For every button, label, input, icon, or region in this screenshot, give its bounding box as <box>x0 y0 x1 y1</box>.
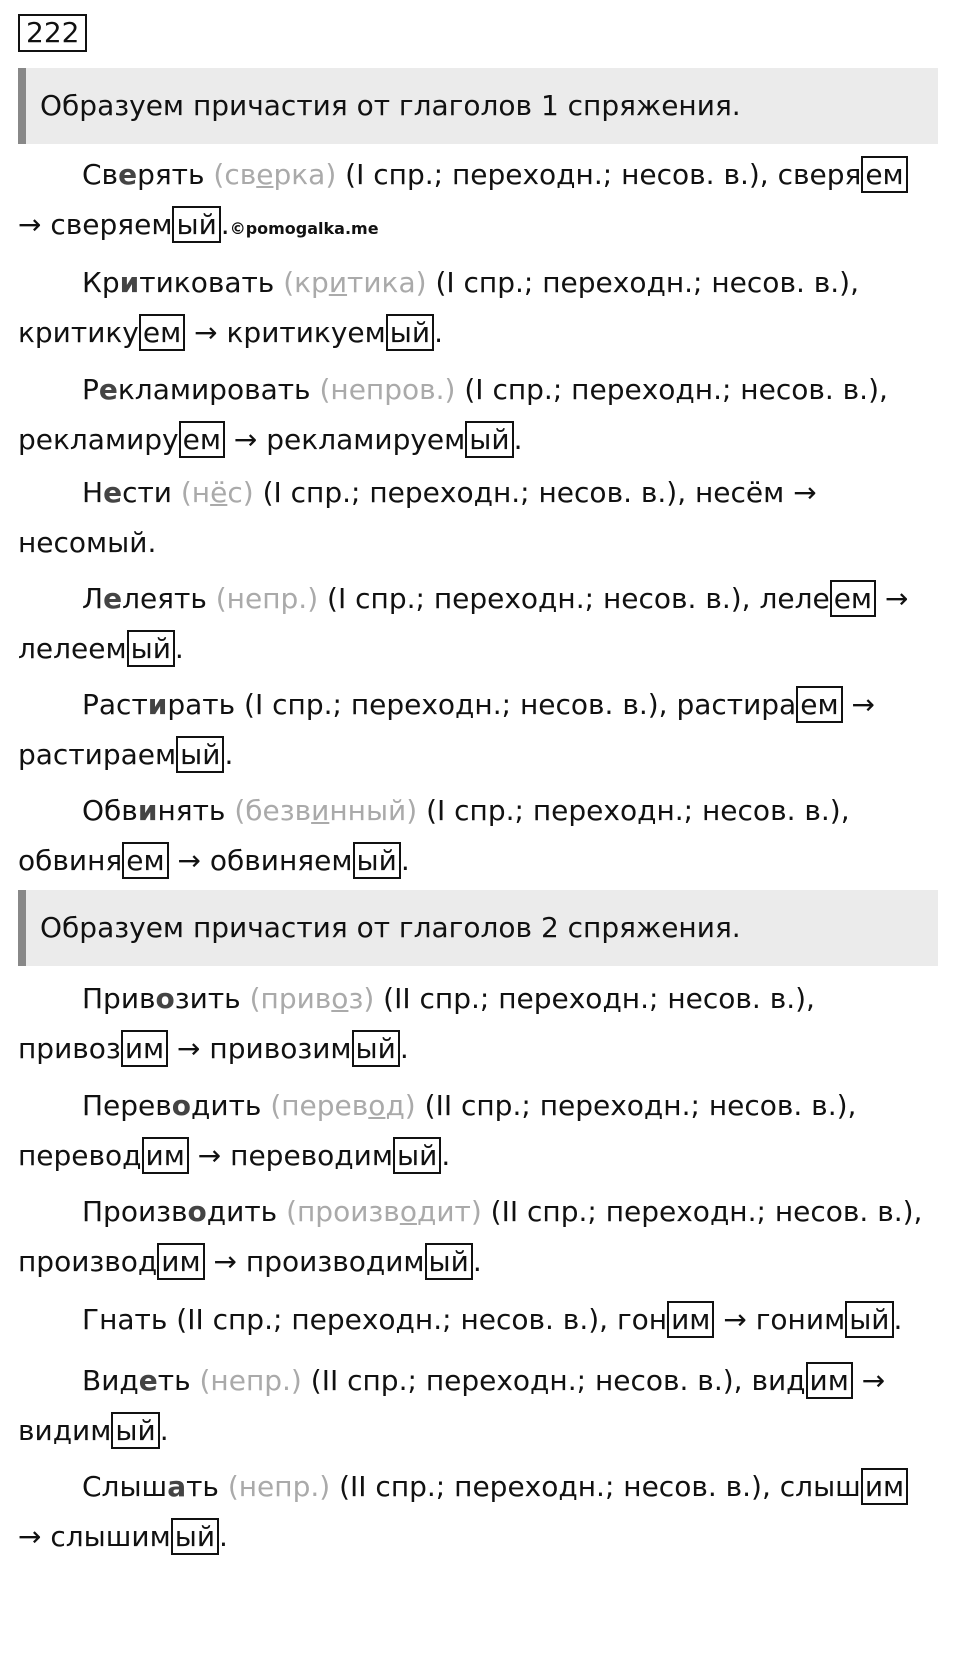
form-1pl: слыш им <box>780 1468 908 1505</box>
entry-gnat <box>18 1295 938 1345</box>
verb-info: (II спр.; переходн.; несов. в.), <box>383 982 815 1015</box>
participle: несомый. <box>18 526 157 559</box>
verb: Переводить <box>82 1089 262 1122</box>
participle: критикуем ый . <box>226 316 443 349</box>
verb-info: (II спр.; переходн.; несов. в.), <box>490 1195 923 1228</box>
check-word: (критика) <box>283 266 427 299</box>
form-1pl: вид им <box>751 1362 852 1399</box>
entry-leleyat <box>18 574 938 674</box>
verb-info: (I спр.; переходн.; несов. в.), <box>464 373 888 406</box>
entry-sveryat <box>18 150 938 254</box>
verb: Слышать <box>82 1470 219 1503</box>
form-1pl: леле ем <box>759 580 876 617</box>
arrow-icon: → <box>793 476 817 509</box>
form-1pl: перевод им <box>18 1137 189 1174</box>
section-heading-1: Образуем причастия от глаголов 1 спряжения. <box>18 68 938 144</box>
check-word: (непров.) <box>319 373 456 406</box>
verb: Лелеять <box>82 582 207 615</box>
entry-slyshat <box>18 1462 938 1562</box>
form-1pl: рекламиру ем <box>18 421 225 458</box>
arrow-icon: → <box>177 844 201 877</box>
section-heading-2: Образуем причастия от глаголов 2 спряжения. <box>18 890 938 966</box>
arrow-icon: → <box>194 316 218 349</box>
form-1pl: растира ем <box>676 686 842 723</box>
form-1pl: гон им <box>617 1301 714 1338</box>
verb-info: (I спр.; переходн.; несов. в.), <box>426 794 850 827</box>
check-word: (сверка) <box>213 158 337 191</box>
form-1pl: критику ем <box>18 314 185 351</box>
verb: Растирать <box>82 688 236 721</box>
verb: Видеть <box>82 1364 191 1397</box>
verb-info: (I спр.; переходн.; несов. в.), <box>244 688 668 721</box>
verb-info: (II спр.; переходн.; несов. в.), <box>310 1364 743 1397</box>
arrow-icon: → <box>18 208 42 241</box>
check-word: (непр.) <box>215 582 319 615</box>
form-1pl: производ им <box>18 1243 205 1280</box>
check-word: (перевод) <box>270 1089 416 1122</box>
verb-info: (I спр.; переходн.; несов. в.), <box>327 582 751 615</box>
verb: Привозить <box>82 982 241 1015</box>
entry-proizvodit <box>18 1187 938 1287</box>
task-number: 222 <box>18 14 87 52</box>
arrow-icon: → <box>177 1032 201 1065</box>
entry-privozit <box>18 974 938 1074</box>
entry-obvinyat <box>18 786 938 886</box>
arrow-icon: → <box>851 688 875 721</box>
entry-nesti <box>18 468 938 568</box>
entry-rastirat <box>18 680 938 780</box>
verb: Производить <box>82 1195 278 1228</box>
participle: рекламируем ый . <box>266 423 523 456</box>
check-word: (привоз) <box>249 982 375 1015</box>
participle: сверяем ый . <box>50 208 230 241</box>
watermark: ©pomogalka.me <box>229 219 379 238</box>
arrow-icon: → <box>197 1139 222 1172</box>
entry-reklamirovat <box>18 365 938 465</box>
verb: Сверять <box>82 158 205 191</box>
check-word: (нёс) <box>180 476 254 509</box>
arrow-icon: → <box>884 582 909 615</box>
verb-info: (I спр.; переходн.; несов. в.), <box>345 158 769 191</box>
participle: растираем ый . <box>18 738 234 771</box>
verb: Обвинять <box>82 794 226 827</box>
participle: обвиняем ый . <box>209 844 410 877</box>
arrow-icon: → <box>723 1303 747 1336</box>
entry-videt <box>18 1356 938 1456</box>
form-1pl: привоз им <box>18 1030 168 1067</box>
verb: Нести <box>82 476 172 509</box>
check-word: (безвинный) <box>234 794 418 827</box>
participle: привозим ый . <box>209 1032 409 1065</box>
participle: видим ый . <box>18 1414 169 1447</box>
participle: слышим ый . <box>50 1520 228 1553</box>
verb-info: (I спр.; переходн.; несов. в.), <box>435 266 859 299</box>
arrow-icon: → <box>861 1364 886 1397</box>
arrow-icon: → <box>233 423 258 456</box>
arrow-icon: → <box>18 1520 42 1553</box>
arrow-icon: → <box>213 1245 237 1278</box>
check-word: (непр.) <box>227 1470 331 1503</box>
check-word: (производит) <box>286 1195 482 1228</box>
participle: гоним ый . <box>755 1303 903 1336</box>
verb: Гнать <box>82 1303 168 1336</box>
form-1pl: обвиня ем <box>18 842 169 879</box>
participle: производим ый . <box>245 1245 482 1278</box>
participle: лелеем ый . <box>18 632 184 665</box>
verb: Критиковать <box>82 266 275 299</box>
entry-kritikovat <box>18 258 938 358</box>
entry-perevodit <box>18 1081 938 1181</box>
check-word: (непр.) <box>199 1364 302 1397</box>
participle: переводим ый . <box>230 1139 451 1172</box>
verb-info: (II спр.; переходн.; несов. в.), <box>339 1470 771 1503</box>
verb-info: (I спр.; переходн.; несов. в.), несём <box>262 476 785 509</box>
verb-info: (II спр.; переходн.; несов. в.), <box>424 1089 857 1122</box>
verb: Рекламировать <box>82 373 311 406</box>
form-1pl: сверя ем <box>778 156 908 193</box>
verb-info: (II спр.; переходн.; несов. в.), <box>176 1303 609 1336</box>
